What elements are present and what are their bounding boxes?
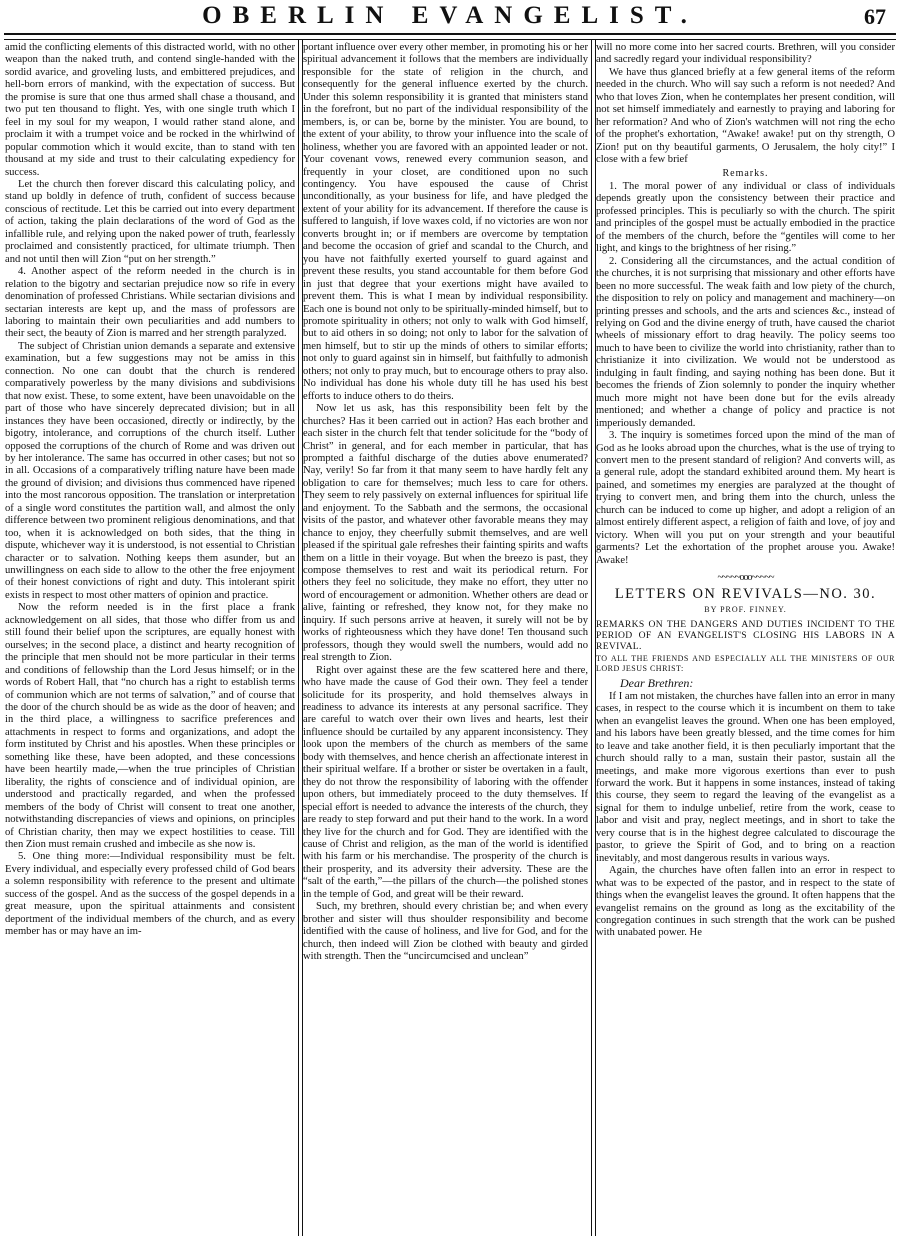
remark-paragraph: 2. Considering all the circumstances, and the actual condition of the churches, it is not surprising that missionary and other efforts have been no more successful. The weak faith and low piety of the church, the disposition to rely on policy and management and machinery—on printing presses and schools, and the arts and sciences &c., instead of relying on God and the divine energy of truth, have caused the chariot wheels of missionary effort to drag heavily. The policy seems too much to have been to civilize the world into christianity, rather than to christianize it into civilization. We would not be understood as indulging in fault finding, and saying nothing has been done. But it becomes the friends of Zion solemnly to ponder the inquiry whether much more might not have been done but for the evils already mentioned; and whether a change of policy and practice is not imperiously demanded. — [596, 255, 895, 429]
remarks-heading: Remarks. — [722, 167, 769, 179]
paragraph: Let the church then forever discard this calculating policy, and stand up boldly in defence of truth, confident of success because conscious of rectitude. Let this be carried out into every department of action, taking the plain declarations of the word of God as the infallible rule, and relying upon the naked power of truth, fearlessly proclaimed and consistently practiced, for ultimate triumph. Then and not until then will Zion “put on her strength.” — [5, 178, 295, 265]
page-number: 67 — [864, 4, 886, 29]
article-paragraph: Again, the churches have often fallen into an error in respect to what was to be expected of the pastor, and in respect to the state of things when the evangelist leaves the ground. It often happens that the evangelist remains on the ground as long as the excitability of the congregation continues in such strength that the work can be pushed with unabated power. He — [596, 865, 895, 939]
remark-paragraph: 3. The inquiry is sometimes forced upon the mind of the man of God as he looks abroad upon the churches, what is the use of trying to convert men to the present standard of religion? And converts will, as a general rule, adopt the standard exhibited around them. My heart is pained, and sometimes my energies are paralyzed at the thought of trying to convert men, and bring them into the church, unless the church can be induced to come up higher, and adopt a religion of an almost entirely different aspect, a religion of faith and love, of joy and victory. When will you put on your strength and your beautiful garments? Let the exhortation of the prophet arouse you. Awake! Awake! — [596, 430, 895, 566]
article-subhead: REMARKS ON THE DANGERS AND DUTIES INCIDENT TO THE PERIOD OF AN EVANGELIST'S CLOSING HIS LABORS IN A REVIVAL. — [596, 619, 895, 653]
header-rule — [4, 33, 896, 40]
remark-paragraph: 1. The moral power of any individual or class of individuals depends greatly upon the consistency between their practice and professed principles. This is peculiarly so with the church. The spirit and principles of the gospel must be actually embodied in the practice of the members of the church, before the “gentiles will come to her light, and kings to the brightness of her rising.” — [596, 180, 895, 255]
article-greeting: Dear Brethren: — [620, 676, 694, 691]
paragraph: portant influence over every other member, in promoting his or her spiritual advancement it follows that the members are individually responsible for the state of religion in the church, and consequently for the general influence exerted by the church. Under this solemn responsibility it is granted that ministers stand in the forefront, but no part of the individual responsibility of the members, is, or can be, borne by the minister. You are bound, to the extent of your ability, to throw your influence into the scale of holiness, whether you are favored with an appointed leader or not. Your covenant vows, renewed every communion season, and frequently in your closet, are conditioned upon no such contingency. You have espoused the cause of Christ unconditionally, as your business for life, and have pledged the extent of your ability for its advancement. If therefore the cause is suffered to languish, if love waxes cold, if no victories are won nor converts brought in; or if members are overcome by temptation and become the occasion of grief and scandal to the Church, and you have not faithfully exerted yourself to guard against and prevent these results, you stand accountable for them before God in just that degree that your exertions might have availed to prevent them. This is what I mean by individual responsibility. Each one is bound not only to be spiritually-minded himself, but to promote spirituality in others; not only to walk with God himself, but to aid others in so doing; not only to labor for the salvation of men himself, but to stir up the minds of others to similar efforts; not only to guard against sin in himself, but faithfully to admonish others; not only to pray much, but to encourage others to pray also. No individual has done his whole duty till he has used his best efforts to induce others to do theirs. — [303, 42, 588, 402]
paragraph: 4. Another aspect of the reform needed in the church is in relation to the bigotry and sectarian prejudice now so rife in every denomination of professed Christians. While sectarian divisions and sectarian interests are kept up, and the mass of professors are laboring to maintain their own peculiarities and add numbers to their sect, the beauty of Zion is marred and her strength paralyzed. — [5, 266, 295, 340]
article-byline: BY PROF. FINNEY. — [704, 604, 787, 614]
paragraph: The subject of Christian union demands a separate and extensive examination, but a few suggestions may not be amiss in this connection. No one can doubt that the church is rendered comparatively powerless by the many divisions and subdivisions that now exist. These, to some extent, have been unavoidable on the part of those who have sincerely deprecated division; but in all instances they have been occasioned, directly or indirectly, by the bigotry, intolerance, and corruptions of the church itself. Luther opposed the corruptions of the church of Rome and was driven out by her intolerance. The same has occurred in other cases; but not so in all. Occasions of a comparatively trifling nature have been made the ground of division; and divisions thus commenced have ripened into the most rancorous opposition. The translation or interpretation of a single word constitutes the partition wall, and almost the only difference between two prominent religious denominations, and that too, when it is acknowledged on both sides, that the thing in dispute, whichever way it is understood, is not essential to Christian character or to salvation. Nothing keeps them asunder, but an unwillingness on each side to allow to the other the free enjoyment of their honest convictions of right and duty. This intolerant spirit exists in respect to most other matters of opinion and practice. — [5, 340, 295, 601]
section-ornament: ~~~~~ooo~~~~~ — [717, 572, 774, 584]
article-salutation: TO ALL THE FRIENDS AND ESPECIALLY ALL THE MINISTERS OF OUR LORD JESUS CHRIST: — [596, 654, 895, 674]
column-1 — [5, 42, 295, 1236]
article-title: LETTERS ON REVIVALS—NO. 30. — [614, 586, 877, 603]
article-paragraph: If I am not mistaken, the churches have fallen into an error in many cases, in respect to the course which it is incumbent on them to take when an evangelist leaves the ground. When one has been employed, and his labors have been greatly blessed, and the time comes for him to leave and take another field, it is then peculiarly important that the church should rally to a man, sustain their pastor, sustain all the meetings, and make more vigorous exertions than ever to push forward the work. But it happens in some instances, instead of taking this course, they seem to regard the leaving of the evangelist as a signal for them to indulge unbelief, retire from the work, cease to labor and visit and pray, neglect meetings, and in short to take the very course that is in the highest degree calculated to discourage the pastor, to grieve the Spirit of God, and to bring on a reaction inevitably, and most dangerous results in various ways. — [596, 690, 895, 864]
paragraph: Now the reform needed is in the first place a frank acknowledgement on all sides, that those who differ from us and still found their belief upon the scriptures, are equally honest with ourselves; in the second place, a distinct and hearty recognition of the principle that men should not be more particular in their terms and conditions of fellowship than the Lord Jesus himself; or in the words of Robert Hall, that “no church has a right to establish terms of communion which are not terms of salvation,” and of course that the door of the church should be as wide as the door of heaven; and in the third place, a willingness to sacrifice preferences and attachments in respect to forms and organizations, and adopt the form instituted by Christ and his apostles. When these principles or something like these, have been adopted, and these concessions have been heartily made,—when the true principles of Christian liberality, the rights of conscience and of individual opinion, are understood and practically regarded, and when the professed members of the body of Christ will consent to treat one another, notwithstanding discrepancies of views and opinions, on principles of Christian charity, then may we expect hostilities to cease. Till then Zion must remain crushed and imbecile as she now is. — [5, 602, 295, 850]
paragraph: 5. One thing more:—Individual responsibility must be felt. Every individual, and especially every professed child of God bears a solemn responsibility with reference to the present and ultimate success of the gospel. And as the success of the gospel depends in a great measure, upon the spiritual attainments and consistent deportment of the individual members of the church, and as every member has or may have an im- — [5, 851, 295, 938]
paragraph: will no more come into her sacred courts. Brethren, will you consider and sacredly regard your individual responsibility? — [596, 42, 895, 66]
newspaper-title: OBERLIN EVANGELIST. — [202, 2, 698, 29]
paragraph: Right over against these are the few scattered here and there, who have made the cause of God their own. They feel a tender solicitude for its prosperity, and hold themselves always in readiness to advance its interests at any personal sacrifice. They are careful to watch over their own lives and hearts, lest their influence should be curtailed by any apparent inconsistency. They look upon the members of the church as members of the same body with themselves, and hence cherish an affectionate interest in their spiritual welfare. If a brother or sister be overtaken in a fault, they do not throw the responsibility of laboring with the offender upon others, but immediately proceed to the duty themselves. If special effort is needed to advance the interests of the church, they are ready to step forward and put their hand to the work. In a word they live for the church and for God. They are identified with the cause of Christ and religion, as the man of the world is identified with his farm or his merchandise. The prosperity of the church is their prosperity, and its adversity their adversity. These are the “salt of the earth,”—the pillars of the church—the polished stones in the temple of God, and great will be their reward. — [303, 664, 588, 900]
paragraph: Now let us ask, has this responsibility been felt by the churches? Has it been carried out in action? Has each brother and each sister in the church felt that tender solicitude for the “body of Christ” in general, and for each member in particular, that has prompted a faithful discharge of the duties above enumerated? Nay, verily! So far from it that many seem to have hardly felt any obligation to care for themselves; much less to care for others. They seem to rely passively on external influences for spiritual life and enjoyment. To the Sabbath and the sermons, the occasional visits of the pastor, and whatever other favorable means they may chance to enjoy, they cheerfully submit themselves, and are well pleased if the spiritual gale refreshes their fainting spirits and wafts them on a little in their voyage. But when the breezo is past, they compose themselves to rest and wait its periodical return. For others they feel no solicitude, they make no effort, they utter no word of encouragement or admonition. Whether others are dead or alive, fainting or refreshed, they know not, for they make no inquiry. If such persons arrive at heaven, it surely will not be by works of righteousness which they have done! Ten thousand such professors, though they would swell the numbers, would add no real strength to Zion. — [303, 403, 588, 664]
paragraph: We have thus glanced briefly at a few general items of the reform needed in the church. Who will say such a reform is not needed? And who that loves Zion, when he contemplates her present condition, will not set himself immediately and earnestly to praying and laboring for her reformation? And who of Zion's watchmen will not ring the echo of the prophet's exhortation, “Awake! awake! put on thy strength, O Zion! put on thy beautiful garments, O Jerusalem, the holy city!” I close with a few brief — [596, 66, 895, 166]
paragraph: amid the conflicting elements of this distracted world, with no other weapon than the naked truth, and contend single-handed with the sordid avarice, and groveling lusts, and embittered prejudices, and hell-born errors of mankind, with the expectation of success. But the promise is sure that one thus armed shall chase a thousand, and two put ten thousand to flight. Yes, with one single truth which I feel in my soul for my weapon, I would rather stand alone, and proclaim it with a trumpet voice and be rocked in the whirlwind of popular commotion which it would excite, than to stand with ten thousand at my side and trust to their calculating expediency for success. — [5, 42, 295, 178]
column-3 — [596, 42, 895, 1236]
column-2 — [303, 42, 588, 1236]
paragraph: Such, my brethren, should every christian be; and when every brother and sister will thus shoulder responsibility and become identified with the cause of holiness, and live for God, and for the church, then indeed will Zion be clothed with beauty and girded with strength. Then the “uncircumcised and unclean” — [303, 901, 588, 963]
masthead — [0, 0, 900, 34]
